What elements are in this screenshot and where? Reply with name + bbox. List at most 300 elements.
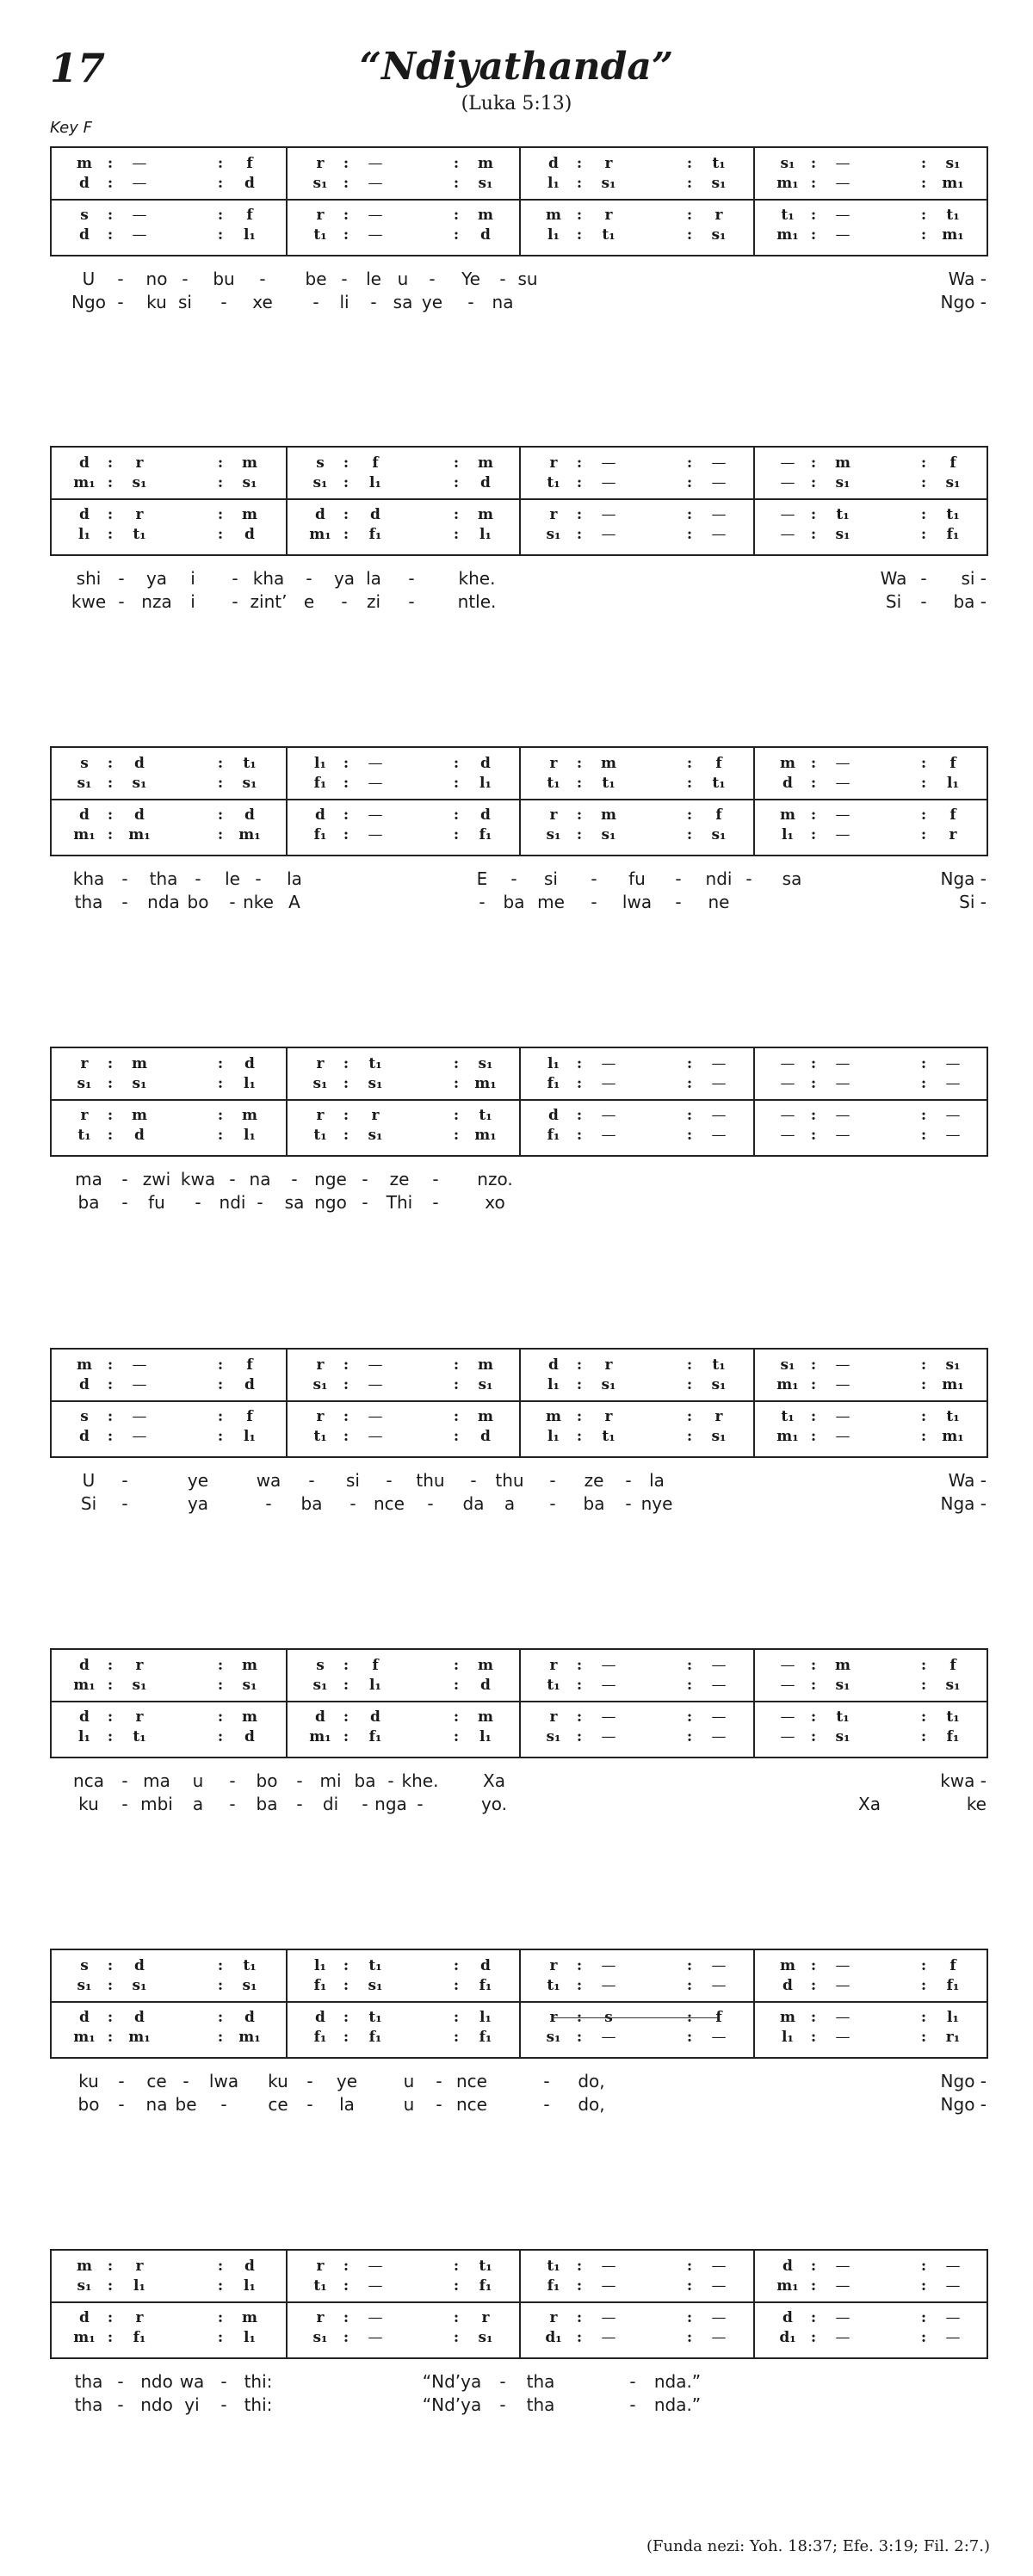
solfa-note: — [711,1977,727,1994]
lyric-syllable: - [118,568,125,589]
solfa-note: m₁ [73,1677,96,1694]
solfa-note: m [132,1107,147,1124]
beat-separator: : [686,1356,693,1374]
lyric-syllable: - [117,2371,124,2392]
voice-line [521,1675,755,1696]
lyric-syllable: thi: [244,2371,273,2392]
voice-line [52,1655,286,1676]
solfa-note: s₁ [601,826,616,843]
beat-separator: : [810,526,817,543]
solfa-note: l₁ [547,1055,560,1072]
lyric-syllable: i [190,591,195,612]
lyric-syllable: “Nd’ya [422,2371,482,2392]
lyric-syllable: ya [333,568,356,589]
lyric-syllable: - [306,2071,313,2091]
beat-separator: : [576,2258,583,2275]
solfa-note: d [244,1728,255,1745]
voice-line [755,825,989,845]
lyric-syllable: nda.” [653,2394,702,2415]
voice-line [755,2276,989,2296]
solfa-note: — [780,1657,795,1674]
beat-separator: : [343,2029,349,2046]
voice-line [521,1355,755,1375]
lyric-syllable: - [182,269,189,289]
lyric-syllable: - [341,269,348,289]
beat-separator: : [576,175,583,192]
lyric-syllable: - [479,892,486,912]
solfa-note: — [835,207,851,224]
solfa-note: f₁ [479,2277,492,2295]
solfa-note: — [601,1977,616,1994]
beat-separator: : [107,226,114,244]
measure [52,748,286,855]
voice-line [755,2307,989,2328]
solfa-note: — [835,2029,851,2046]
lyric-syllable: khe. [401,1770,439,1791]
beat-separator: : [576,2029,583,2046]
beat-separator: : [686,806,693,824]
solfa-note: f₁ [946,526,960,543]
beat-separator: : [686,1728,693,1745]
lyric-syllable: i [190,568,195,589]
beat-separator: : [576,1408,583,1425]
solfa-note: m [478,207,493,224]
solfa-note: s₁ [711,226,727,244]
lyric-syllable: - [408,591,415,612]
solfa-note: t₁ [712,155,726,172]
measure [519,1650,755,1757]
lyric-syllable: la [649,1470,665,1491]
beat-separator: : [453,1107,460,1124]
measure [286,448,522,554]
beat-separator: : [920,1428,927,1445]
voice-line [52,453,286,473]
beat-separator: : [453,755,460,772]
beat-separator: : [810,806,817,824]
beat-separator: : [920,1728,927,1745]
beat-separator: : [453,2029,460,2046]
solfa-note: d [782,2309,793,2326]
beat-separator: : [343,207,349,224]
voice-line [288,1426,522,1447]
solfa-note: m [77,1356,92,1374]
beat-separator: : [453,1376,460,1393]
beat-separator: : [107,1107,114,1124]
beat-separator: : [920,2309,927,2326]
solfa-note: — [711,506,727,523]
beat-separator: : [107,207,114,224]
voice-line [52,1727,286,1747]
solfa-note: m [780,755,795,772]
lyric-syllable: - [625,1470,632,1491]
beat-separator: : [453,1127,460,1144]
solfa-note: f [715,806,722,824]
solfa-note: d [134,806,145,824]
beat-separator: : [217,2029,224,2046]
solfa-note: — [368,2329,383,2346]
solfa-note: t₁ [313,1428,327,1445]
lyric-syllable: - [118,2071,125,2091]
solfa-note: s₁ [835,474,851,491]
beat-separator: : [686,755,693,772]
solfa-note: l₁ [479,775,492,792]
solfa-note: s₁ [242,1977,257,1994]
beat-separator: : [810,1075,817,1092]
lyric-syllable: nga [374,1794,407,1814]
lyric-syllable: - [387,1770,394,1791]
solfa-note: f₁ [313,1977,327,1994]
solfa-note: d [480,755,491,772]
beat-separator: : [107,526,114,543]
solfa-note: t₁ [946,1408,960,1425]
beat-separator: : [453,1356,460,1374]
lyric-syllable: - [510,868,517,889]
voice-line [288,1406,522,1427]
solfa-note: f₁ [479,2029,492,2046]
solfa-note: f [246,155,253,172]
solfa-note: s₁ [546,826,561,843]
lyric-syllable: - [232,591,238,612]
beat-separator: : [343,526,349,543]
solfa-note: m [478,1408,493,1425]
measure [753,1048,989,1155]
lyric-syllable: Si [80,1493,97,1514]
lyric-syllable: Wa [880,568,907,589]
lyric-syllable: nge [314,1169,347,1189]
solfa-note: — [835,826,851,843]
solfa-note: l₁ [78,526,90,543]
beat-separator: : [107,1376,114,1393]
beat-separator: : [920,226,927,244]
beat-separator: : [343,2258,349,2275]
lyric-syllable: - [296,1770,303,1791]
voice-line [755,1707,989,1727]
lyric-syllable: ba [503,892,525,912]
measure [52,1950,286,2057]
beat-separator: : [343,1055,349,1072]
solfa-note: d [79,1708,90,1726]
lyric-syllable: ku [146,292,167,312]
measure [286,748,522,855]
lyric-syllable: - [306,2094,313,2115]
solfa-note: l₁ [947,2009,959,2026]
beat-separator: : [343,826,349,843]
solfa-note: l₁ [244,1075,256,1092]
lyric-syllable: - [121,892,128,912]
lyric-syllable: - [745,868,752,889]
lyric-syllable: - [220,2371,227,2392]
lyric-syllable: kwa [180,1169,216,1189]
solfa-note: r [714,207,723,224]
lyric-syllable: - [229,1794,236,1814]
voice-line [521,2307,755,2328]
voice-line [288,1105,522,1126]
solfa-note: f [949,1657,956,1674]
solfa-note: f₁ [479,1977,492,1994]
lyric-syllable: Nga - [940,1493,987,1514]
solfa-note: s₁ [945,1356,961,1374]
solfa-note: s₁ [835,1677,851,1694]
voice-line [521,1955,755,1976]
beat-separator: : [576,1728,583,1745]
lyric-syllable: - [255,868,262,889]
solfa-note: t₁ [547,474,560,491]
solfa-note: d [79,1657,90,1674]
solfa-note: t₁ [547,1977,560,1994]
lyric-syllable: ya [145,568,168,589]
solfa-note: l₁ [782,826,794,843]
solfa-note: — [711,1055,727,1072]
lyric-syllable: - [629,2371,636,2392]
solfa-note: l₁ [314,755,326,772]
solfa-note: — [945,2329,961,2346]
music-system [50,1648,988,1822]
solfa-note: d [370,1708,380,1726]
solfa-note: d [782,2258,793,2275]
beat-separator: : [453,175,460,192]
solfa-note: — [835,2329,851,2346]
voice-line [288,473,522,493]
solfa-note: s₁ [312,1075,328,1092]
solfa-note: d [548,1107,559,1124]
solfa-note: m [242,454,257,472]
beat-separator: : [343,1376,349,1393]
solfa-note: s₁ [312,1677,328,1694]
voice-line [52,524,286,545]
beat-separator: : [920,506,927,523]
beat-separator: : [920,1356,927,1374]
key-signature: Key F [50,119,92,137]
beat-separator: : [343,755,349,772]
solfa-note: m₁ [942,1428,964,1445]
voice-line [288,205,522,225]
music-system [50,2249,988,2423]
voice-line [52,205,286,225]
solfa-note: l₁ [244,2329,256,2346]
solfa-note: — [711,1657,727,1674]
solfa-note: s₁ [711,826,727,843]
solfa-note: — [368,2309,383,2326]
beat-separator: : [576,1055,583,1072]
lyric-syllable: wa [179,2371,205,2392]
lyric-syllable: u [403,2094,415,2115]
solfa-note: f₁ [313,2029,327,2046]
solfa-note: m₁ [128,826,151,843]
solfa-note: — [835,2258,851,2275]
solfa-note: l₁ [133,2277,145,2295]
lyric-syllable: no [145,269,168,289]
lyric-syllable: tha [149,868,178,889]
beat-separator: : [920,1127,927,1144]
beat-separator: : [453,826,460,843]
lyric-syllable: - [675,868,682,889]
lyric-syllable: - [408,568,415,589]
solfa-note: m [478,1708,493,1726]
music-system [50,1949,988,2122]
beat-separator: : [810,1957,817,1974]
lyric-syllable: na [145,2094,168,2115]
beat-separator: : [576,1657,583,1674]
solfa-note: r [549,806,558,824]
solfa-note: — [835,1127,851,1144]
solfa-note: s₁ [368,1127,383,1144]
lyric-syllable: kwa - [940,1770,987,1791]
solfa-note: — [711,1677,727,1694]
beat-separator: : [810,155,817,172]
beat-separator: : [810,1657,817,1674]
beat-separator: : [810,1728,817,1745]
solfa-note: — [711,526,727,543]
beat-separator: : [453,1708,460,1726]
beat-separator: : [107,826,114,843]
solfa-note: — [835,155,851,172]
music-system [50,146,988,320]
measure [286,2251,522,2357]
solfa-score [50,1348,988,1458]
solfa-note: m₁ [309,1728,331,1745]
solfa-note: r [604,155,613,172]
lyric-syllable: ba [256,1794,278,1814]
solfa-note: t₁ [243,755,257,772]
lyric-syllable: - [467,292,474,312]
lyric-syllable: - [499,2394,506,2415]
measure [286,1950,522,2057]
voice-line [521,225,755,245]
solfa-note: d [480,474,491,491]
beat-separator: : [217,1708,224,1726]
beat-separator: : [810,2009,817,2026]
solfa-note: l₁ [547,1428,560,1445]
beat-separator: : [576,1376,583,1393]
beat-separator: : [810,2309,817,2326]
beat-separator: : [686,775,693,792]
music-system [50,746,988,920]
lyric-syllable: - [341,591,348,612]
voice-line [288,773,522,794]
solfa-note: — [945,1107,961,1124]
beat-separator: : [217,806,224,824]
beat-separator: : [217,1376,224,1393]
voice-line [288,2256,522,2276]
beat-separator: : [920,1957,927,1974]
measure [52,1048,286,1155]
lyric-syllable: nza [141,591,172,612]
solfa-note: d [79,175,90,192]
solfa-note: s₁ [478,175,493,192]
beat-separator: : [686,1127,693,1144]
beat-separator: : [217,1677,224,1694]
solfa-note: s₁ [546,1728,561,1745]
solfa-note: — [132,1376,147,1393]
beat-separator: : [810,1677,817,1694]
solfa-note: t₁ [712,1356,726,1374]
beat-separator: : [686,826,693,843]
solfa-note: d [782,775,793,792]
music-system [50,446,988,620]
solfa-note: f₁ [368,526,382,543]
beat-separator: : [453,526,460,543]
lyric-syllable: - [117,2394,124,2415]
voice-line [288,153,522,174]
voice-line [755,1406,989,1427]
measure [753,748,989,855]
solfa-note: m [601,755,616,772]
solfa-note: f₁ [368,1728,382,1745]
voice-line [288,1707,522,1727]
beat-separator: : [107,1957,114,1974]
lyric-syllable: nda [147,892,180,912]
lyric-syllable: zi [366,591,381,612]
lyric-syllable: - [306,568,312,589]
voice-line [521,805,755,825]
solfa-note: m [478,1657,493,1674]
lyric-syllable: a [504,1493,516,1514]
solfa-note: f [715,755,722,772]
lyric-syllable: - [591,892,597,912]
solfa-note: d [79,806,90,824]
beat-separator: : [343,1127,349,1144]
beat-separator: : [576,226,583,244]
solfa-note: — [711,1127,727,1144]
measure [519,1350,755,1456]
solfa-note: r [135,454,144,472]
beat-separator: : [810,2029,817,2046]
solfa-note: d [79,1428,90,1445]
voice-line [52,1675,286,1696]
beat-separator: : [920,2329,927,2346]
solfa-note: d [79,1376,90,1393]
voice-line [52,753,286,774]
solfa-note: t₁ [243,1957,257,1974]
solfa-note: m₁ [776,1428,799,1445]
solfa-note: r [481,2309,490,2326]
beat-separator: : [576,506,583,523]
solfa-note: s₁ [711,1428,727,1445]
solfa-note: s₁ [132,775,147,792]
lyric-syllable: mi [319,1770,342,1791]
solfa-note: — [780,1127,795,1144]
beat-separator: : [453,1977,460,1994]
solfa-note: m [835,1657,851,1674]
lyric-syllable: do, [578,2071,605,2091]
solfa-note: d [244,2009,255,2026]
measure [519,1950,755,2057]
solfa-note: — [601,1657,616,1674]
solfa-note: t₁ [368,2009,382,2026]
beat-separator: : [686,1708,693,1726]
voice-line [521,504,755,525]
voice-line [288,753,522,774]
voice-line [755,1125,989,1146]
solfa-note: d [480,1957,491,1974]
solfa-note: m₁ [942,175,964,192]
beat-separator: : [920,1055,927,1072]
solfa-note: — [945,2309,961,2326]
lyric-syllable: - [920,591,927,612]
lyrics-block [50,1470,988,1522]
solfa-note: — [368,1376,383,1393]
solfa-note: f [246,207,253,224]
lyric-syllable: thi: [244,2394,273,2415]
solfa-note: — [945,2277,961,2295]
voice-line [521,2276,755,2296]
lyric-syllable: - [543,2071,550,2091]
scripture-reference: (Luka 5:13) [461,93,572,114]
voice-line [288,524,522,545]
lyric-syllable: ze [584,1470,604,1491]
voice-line [755,1727,989,1747]
solfa-note: d [244,2258,255,2275]
